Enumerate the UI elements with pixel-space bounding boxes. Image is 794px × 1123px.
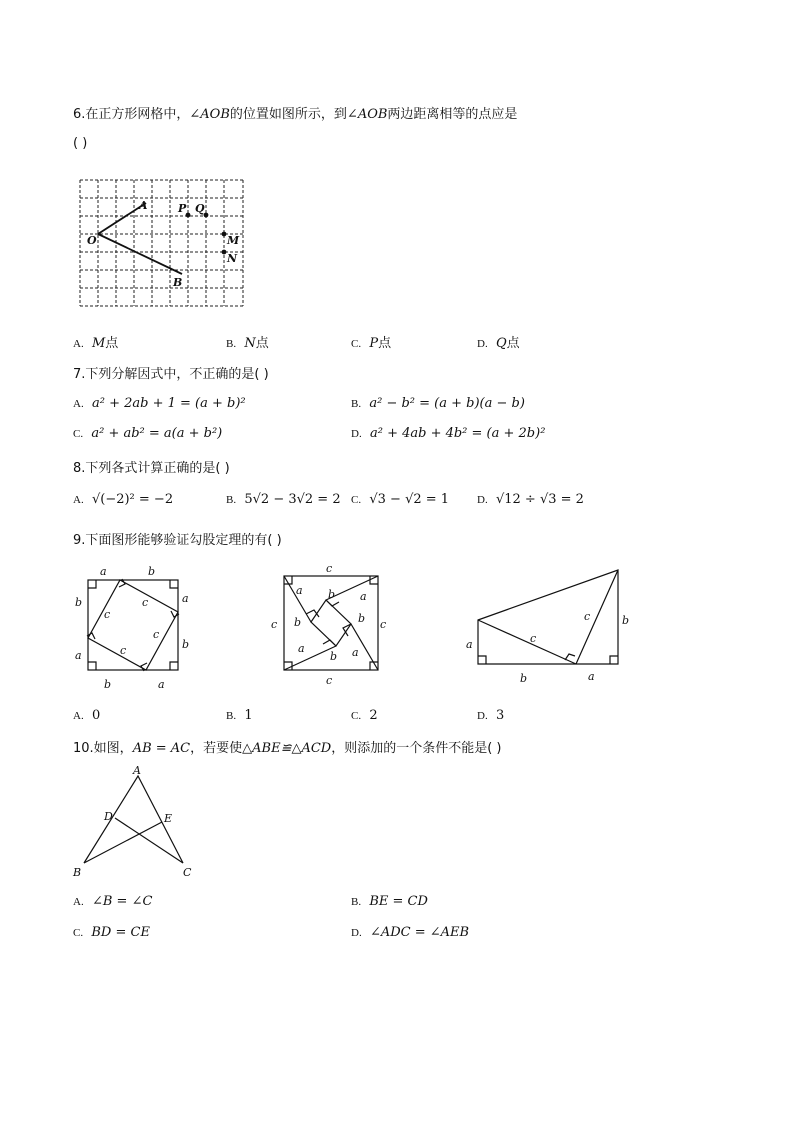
svg-text:a: a — [182, 592, 189, 605]
q9-option-c[interactable]: C. 2 — [351, 708, 378, 723]
q6-option-d[interactable]: D. Q点 — [477, 336, 520, 351]
svg-text:a: a — [100, 565, 107, 578]
q9-option-b[interactable]: B. 1 — [226, 708, 253, 723]
svg-text:c: c — [326, 562, 333, 575]
point-p — [186, 213, 191, 218]
svg-text:b: b — [358, 612, 366, 625]
q9-figure-1 — [70, 562, 200, 692]
svg-text:c: c — [153, 628, 160, 641]
label-q: Q — [195, 202, 205, 215]
svg-text:b: b — [75, 596, 83, 609]
svg-text:b: b — [622, 614, 630, 627]
q8-stem: 8.下列各式计算正确的是( ) — [73, 461, 230, 476]
q6-option-a[interactable]: A. M点 — [73, 336, 119, 351]
ray-ob — [98, 234, 182, 274]
label-o: O — [87, 234, 97, 247]
svg-text:a: a — [588, 670, 595, 683]
label-m: M — [227, 234, 240, 247]
svg-text:c: c — [584, 610, 591, 623]
svg-text:a: a — [158, 678, 165, 691]
svg-text:a: a — [298, 642, 305, 655]
q8-option-a[interactable]: A. √(−2)² = −2 — [73, 492, 174, 507]
label-a: A — [139, 199, 148, 212]
svg-text:b: b — [294, 616, 302, 629]
svg-text:a: a — [466, 638, 473, 651]
label-p: P — [178, 202, 187, 215]
svg-text:b: b — [148, 565, 156, 578]
q9-option-a[interactable]: A. 0 — [73, 708, 101, 723]
svg-text:c: c — [380, 618, 387, 631]
q10-option-a[interactable]: A. ∠B = ∠C — [73, 894, 153, 909]
svg-text:c: c — [104, 608, 111, 621]
q6-answer-paren: ( ) — [73, 136, 88, 151]
svg-text:b: b — [330, 650, 338, 663]
q7-stem: 7.下列分解因式中，不正确的是( ) — [73, 367, 269, 382]
svg-text:b: b — [520, 672, 528, 685]
label-n: N — [227, 252, 238, 265]
angle-aob: ∠AOB — [346, 107, 388, 122]
angle-aob: ∠AOB — [189, 107, 230, 122]
svg-text:A: A — [133, 764, 141, 777]
q6-stem: 6.在正方形网格中，∠AOB的位置如图所示，到∠AOB两边距离相等的点应是 — [73, 107, 518, 122]
svg-text:b: b — [328, 588, 336, 601]
svg-text:a: a — [360, 590, 367, 603]
svg-text:c: c — [271, 618, 278, 631]
q8-option-d[interactable]: D. √12 ÷ √3 = 2 — [477, 492, 584, 507]
svg-text:a: a — [352, 646, 359, 659]
svg-text:E: E — [164, 812, 173, 825]
svg-text:a: a — [75, 649, 82, 662]
svg-text:c: c — [530, 632, 537, 645]
q10-triangle-figure — [70, 764, 200, 880]
svg-text:c: c — [142, 596, 149, 609]
svg-text:c: c — [120, 644, 127, 657]
point-n — [222, 250, 227, 255]
point-m — [222, 232, 227, 237]
q9-figure-3 — [460, 562, 640, 692]
svg-text:C: C — [183, 866, 192, 879]
q6-grid-figure — [78, 178, 248, 308]
q6-option-c[interactable]: C. P点 — [351, 336, 392, 351]
svg-text:a: a — [296, 584, 303, 597]
q10-option-c[interactable]: C. BD = CE — [73, 925, 150, 940]
svg-text:D: D — [104, 810, 113, 823]
q8-option-b[interactable]: B. 5√2 − 3√2 = 2 — [226, 492, 341, 507]
q6-option-b[interactable]: B. N点 — [226, 336, 269, 351]
q9-option-d[interactable]: D. 3 — [477, 708, 505, 723]
svg-text:c: c — [326, 674, 333, 687]
q9-figure-2 — [266, 562, 396, 692]
svg-text:B: B — [73, 866, 82, 879]
q7-option-d[interactable]: D. a² + 4ab + 4b² = (a + 2b)² — [351, 426, 546, 441]
q10-option-d[interactable]: D. ∠ADC = ∠AEB — [351, 925, 470, 940]
q7-option-b[interactable]: B. a² − b² = (a + b)(a − b) — [351, 396, 525, 411]
q8-option-c[interactable]: C. √3 − √2 = 1 — [351, 492, 450, 507]
q7-option-c[interactable]: C. a² + ab² = a(a + b²) — [73, 426, 223, 441]
q7-option-a[interactable]: A. a² + 2ab + 1 = (a + b)² — [73, 396, 246, 411]
q10-stem: 10.如图，AB = AC，若要使△ABE≌△ACD，则添加的一个条件不能是( ) — [73, 741, 502, 756]
svg-text:b: b — [182, 638, 190, 651]
q9-stem: 9.下面图形能够验证勾股定理的有( ) — [73, 533, 282, 548]
q10-option-b[interactable]: B. BE = CD — [351, 894, 428, 909]
svg-text:b: b — [104, 678, 112, 691]
label-b: B — [173, 276, 183, 289]
